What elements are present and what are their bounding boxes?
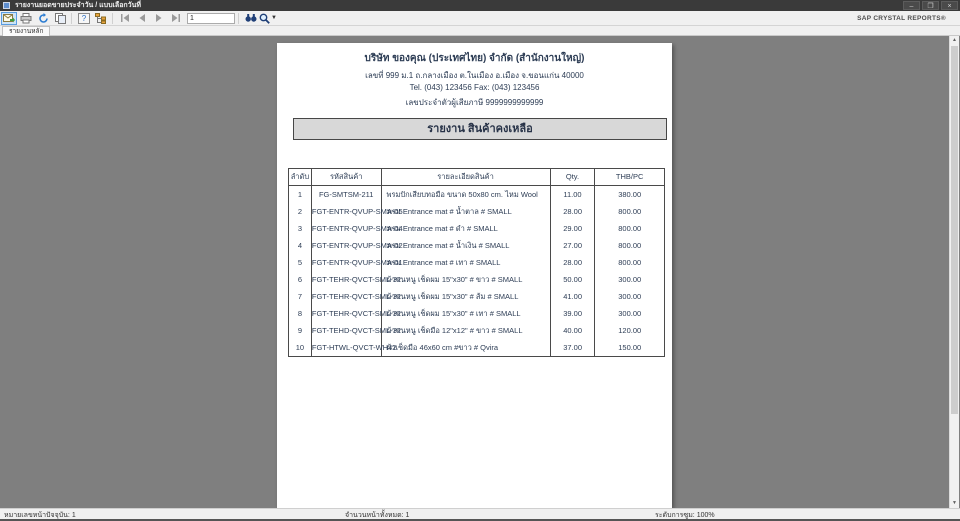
page-number-input[interactable]	[187, 13, 235, 24]
status-total-pages: จำนวนหน้าทั้งหมด: 1	[345, 512, 410, 519]
cell-description: พรม Entrance mat # ดำ # SMALL	[382, 220, 551, 237]
cell-product-code: FGT-ENTR-QVUP-SMA-04	[312, 220, 382, 237]
toolbar-separator	[112, 13, 113, 24]
table-row	[289, 288, 664, 305]
window-title: รายงานยอดขายประจำวัน / แบบเลือกวันที่	[15, 2, 141, 9]
cell-description: พรม Entrance mat # เทา # SMALL	[382, 254, 551, 271]
cell-qty: 37.00	[551, 339, 596, 356]
table-row	[289, 220, 664, 237]
cell-qty: 39.00	[551, 305, 596, 322]
cell-qty: 40.00	[551, 322, 596, 339]
cell-product-code: FGT-TEHR-QVCT-SML-32	[312, 271, 382, 288]
cell-qty: 27.00	[551, 237, 596, 254]
cell-product-code: FGT-ENTR-QVUP-SMA-05	[312, 203, 382, 220]
column-header: THB/PC	[615, 172, 644, 181]
copy-button[interactable]	[52, 12, 68, 25]
cell-seq: 3	[289, 220, 312, 237]
column-header: รายละเอียดสินค้า	[382, 169, 551, 185]
report-page	[277, 43, 672, 508]
company-name: บริษัท ของคุณ (ประเทศไทย) จำกัด (สำนักงานใหญ่)	[364, 53, 585, 64]
cell-seq: 9	[289, 322, 312, 339]
status-zoom-factor: ระดับการซูม: 100%	[655, 512, 715, 519]
close-button[interactable]: ×	[941, 1, 958, 10]
cell-description: ผ้าขนหนู เช็ดมือ 12"x12" # ขาว # SMALL	[382, 322, 551, 339]
tab-main-report[interactable]: รายงานหลัก	[2, 26, 50, 36]
export-icon	[3, 13, 15, 23]
find-icon	[245, 13, 257, 23]
company-phone: Tel. (043) 123456 Fax: (043) 123456	[409, 83, 540, 92]
cell-description: พรม Entrance mat # น้ำเงิน # SMALL	[382, 237, 551, 254]
cell-seq: 10	[289, 339, 312, 356]
inventory-table	[288, 168, 665, 357]
report-viewport	[0, 36, 960, 508]
table-header-row	[289, 169, 664, 186]
next-page-button[interactable]	[151, 12, 167, 25]
prev-page-icon	[138, 14, 146, 22]
cell-qty: 41.00	[551, 288, 596, 305]
toolbar-separator	[238, 13, 239, 24]
column-header: รหัสสินค้า	[312, 169, 382, 185]
cell-product-code: FGT-TEHD-QVCT-SML-32	[312, 322, 382, 339]
status-current-page: หมายเลขหน้าปัจจุบัน: 1	[4, 512, 76, 519]
cell-price: 800.00	[618, 224, 642, 233]
cell-description: ผ้าเช็ดมือ 46x60 cm #ขาว # Qvira	[382, 339, 551, 356]
group-tree-icon	[95, 13, 107, 24]
status-bar	[0, 508, 960, 519]
cell-price: 300.00	[618, 275, 642, 284]
table-row	[289, 186, 664, 203]
table-row	[289, 203, 664, 220]
print-icon	[20, 13, 32, 24]
copy-icon	[55, 13, 66, 24]
table-row	[289, 339, 664, 356]
parameter-panel-icon	[78, 13, 90, 24]
next-page-icon	[155, 14, 163, 22]
cell-product-code: FGT-ENTR-QVUP-SMA-02	[312, 237, 382, 254]
table-body	[289, 186, 664, 356]
scroll-down-icon[interactable]: ▼	[952, 500, 957, 506]
tab-strip	[0, 26, 960, 36]
cell-price: 800.00	[618, 258, 642, 267]
cell-price: 150.00	[618, 343, 642, 352]
cell-description: ผ้าขนหนู เช็ดผม 15"x30" # เทา # SMALL	[382, 305, 551, 322]
minimize-button[interactable]: –	[903, 1, 920, 10]
cell-seq: 6	[289, 271, 312, 288]
sap-crystal-reports-logo: SAP CRYSTAL REPORTS®	[857, 15, 946, 22]
refresh-icon	[38, 13, 49, 24]
cell-description: ผ้าขนหนู เช็ดผม 15"x30" # ส้ม # SMALL	[382, 288, 551, 305]
vertical-scrollbar[interactable]	[949, 36, 959, 508]
export-button[interactable]	[1, 12, 17, 25]
cell-price: 800.00	[618, 241, 642, 250]
cell-seq: 8	[289, 305, 312, 322]
cell-qty: 29.00	[551, 220, 596, 237]
window-controls	[901, 0, 958, 11]
cell-product-code: FGT-TEHR-QVCT-SML-32	[312, 305, 382, 322]
cell-price: 120.00	[618, 326, 642, 335]
cell-description: พรมปักเสียบทอมือ ขนาด 50x80 cm. ไหม Wool	[382, 186, 551, 203]
cell-qty: 28.00	[551, 254, 596, 271]
find-button[interactable]	[243, 12, 259, 25]
app-icon	[3, 2, 10, 9]
table-row	[289, 237, 664, 254]
cell-product-code: FGT-TEHR-QVCT-SML-32	[312, 288, 382, 305]
cell-seq: 1	[289, 186, 312, 203]
title-bar	[0, 0, 960, 11]
toolbar-separator	[71, 13, 72, 24]
chevron-down-icon: ▼	[271, 15, 277, 21]
last-page-button[interactable]	[168, 12, 184, 25]
cell-seq: 4	[289, 237, 312, 254]
zoom-icon	[259, 13, 270, 24]
svg-text:?: ?	[81, 13, 87, 23]
cell-product-code: FGT-ENTR-QVUP-SMA-01	[312, 254, 382, 271]
cell-product-code: FGT-HTWL-QVCT-WH42	[312, 339, 382, 356]
zoom-button[interactable]	[260, 12, 276, 25]
cell-description: ผ้าขนหนู เช็ดผม 15"x30" # ขาว # SMALL	[382, 271, 551, 288]
prev-page-button[interactable]	[134, 12, 150, 25]
first-page-button[interactable]	[117, 12, 133, 25]
scrollbar-thumb[interactable]	[951, 46, 958, 414]
table-row	[289, 305, 664, 322]
toggle-group-tree-button[interactable]	[93, 12, 109, 25]
cell-product-code: FG-SMTSM-211	[312, 186, 382, 203]
cell-price: 800.00	[618, 207, 642, 216]
column-header: Qty.	[551, 169, 596, 185]
print-button[interactable]	[18, 12, 34, 25]
cell-qty: 11.00	[551, 186, 596, 203]
column-header: ลำดับ	[289, 169, 312, 185]
last-page-icon	[171, 14, 181, 22]
table-row	[289, 271, 664, 288]
restore-button[interactable]: ❐	[922, 1, 939, 10]
toggle-parameter-panel-button[interactable]	[76, 12, 92, 25]
viewer-toolbar	[0, 11, 960, 26]
cell-price: 300.00	[618, 309, 642, 318]
scroll-up-icon[interactable]: ▲	[952, 37, 957, 43]
table-row	[289, 322, 664, 339]
cell-seq: 5	[289, 254, 312, 271]
cell-seq: 2	[289, 203, 312, 220]
cell-qty: 28.00	[551, 203, 596, 220]
company-tax-id: เลขประจำตัวผู้เสียภาษี 9999999999999	[405, 98, 544, 107]
cell-qty: 50.00	[551, 271, 596, 288]
first-page-icon	[120, 14, 130, 22]
cell-seq: 7	[289, 288, 312, 305]
cell-price: 380.00	[618, 190, 642, 199]
cell-description: พรม Entrance mat # น้ำตาล # SMALL	[382, 203, 551, 220]
refresh-button[interactable]	[35, 12, 51, 25]
company-address: เลขที่ 999 ม.1 ถ.กลางเมือง ต.ในเมือง อ.เมือง จ.ขอนแก่น 40000	[365, 71, 584, 80]
table-row	[289, 254, 664, 271]
report-title: รายงาน สินค้าคงเหลือ	[293, 118, 667, 140]
cell-price: 300.00	[618, 292, 642, 301]
